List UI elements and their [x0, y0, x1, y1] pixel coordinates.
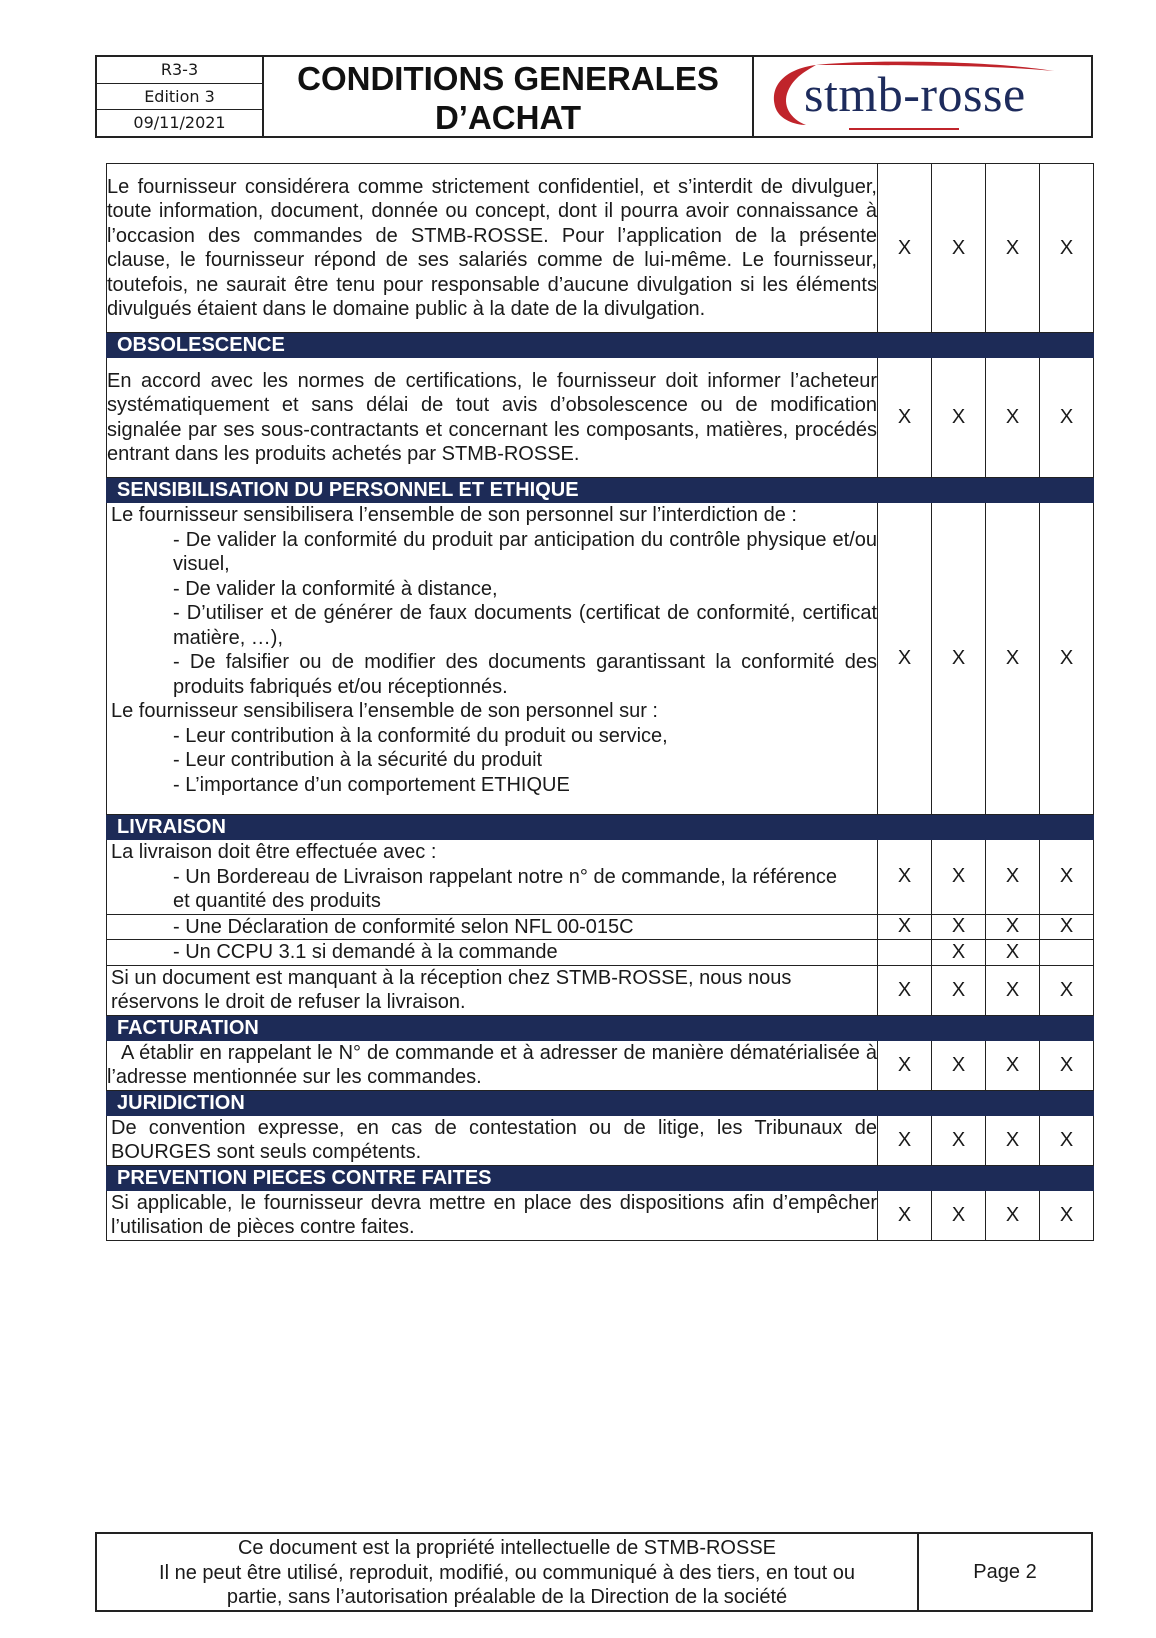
mark-cell: X — [932, 358, 986, 478]
table-row — [107, 1190, 1094, 1240]
mark-cell: X — [986, 965, 1040, 1015]
mark-cell: X — [878, 1190, 932, 1240]
mark-cell: X — [1040, 164, 1094, 333]
document-edition: Edition 3 — [97, 84, 262, 111]
section-header — [107, 333, 1094, 358]
table-row — [107, 914, 1094, 940]
mark-cell: X — [986, 358, 1040, 478]
list-item: - L’importance d’un comportement ETHIQUE — [173, 773, 570, 796]
paragraph: De convention expresse, en cas de contestation ou de litige, les Tribunaux de BOURGES sont seuls compétents. — [111, 1116, 877, 1163]
mark-cell: X — [1040, 914, 1094, 940]
jurisdiction-text — [107, 1115, 878, 1165]
table-row — [107, 1040, 1094, 1090]
section-title-jurisdiction: JURIDICTION — [107, 1090, 1094, 1115]
notice-line-2: Il ne peut être utilisé, reproduit, modifié, ou communiqué à des tiers, en tout ou — [159, 1561, 855, 1584]
paragraph: Si applicable, le fournisseur devra mettre en place des dispositions afin d’empêcher l’utilisation de pièces contre faites. — [111, 1191, 877, 1238]
mark-cell: X — [1040, 965, 1094, 1015]
table-row — [107, 358, 1094, 478]
section-header — [107, 1165, 1094, 1190]
billing-text — [107, 1040, 878, 1090]
paragraph: - Une Déclaration de conformité selon NFL 00-015C — [173, 915, 634, 938]
mark-cell: X — [878, 1115, 932, 1165]
company-logo — [754, 57, 1091, 136]
mark-cell: X — [932, 840, 986, 915]
mark-cell: X — [986, 164, 1040, 333]
section-title-obsolescence: OBSOLESCENCE — [107, 333, 1094, 358]
delivery-item-declaration — [107, 914, 878, 940]
paragraph: A établir en rappelant le N° de commande et à adresser de manière dématérialisée à l’adresse mentionnée sur les commandes. — [107, 1041, 877, 1088]
document-footer — [95, 1532, 1093, 1612]
mark-cell: X — [986, 1040, 1040, 1090]
delivery-missing-text — [107, 965, 878, 1015]
mark-cell: X — [932, 965, 986, 1015]
ethics-text — [107, 503, 878, 815]
mark-cell: X — [932, 1040, 986, 1090]
mark-cell: X — [932, 940, 986, 966]
paragraph: Le fournisseur considérera comme strictement confidentiel, et s’interdit de divulguer, toute information, document, donnée ou concept, dont il pourra avoir connaissance à l’occasion des commandes de STMB-ROSSE. Pour l’application de la présente clause, le fournisseur répond de ses salariés comme de lui-même. Le fournisseur, toutefois, ne saurait être tenu pour responsable d’aucune divulgation si les éléments divulgués étaient dans le domaine public à la date de la divulgation. — [107, 175, 877, 320]
document-ref: R3-3 — [97, 57, 262, 84]
document-date: 09/11/2021 — [133, 113, 226, 133]
section-title-delivery: LIVRAISON — [107, 815, 1094, 840]
mark-cell: X — [986, 840, 1040, 915]
paragraph: - Un CCPU 3.1 si demandé à la commande — [173, 941, 558, 963]
list-item: - De falsifier ou de modifier des documents garantissant la conformité des produits fabriqués et/ou réceptionnés. — [173, 651, 877, 698]
mark-cell: X — [878, 840, 932, 915]
list-item: - Leur contribution à la conformité du produit ou service, — [173, 724, 668, 747]
mark-cell: X — [878, 164, 932, 333]
mark-cell: X — [878, 914, 932, 940]
mark-cell: X — [878, 503, 932, 815]
mark-cell: X — [932, 914, 986, 940]
document-header — [95, 55, 1093, 138]
paragraph: Si un document est manquant à la réception chez STMB-ROSSE, nous nous réservons le droit de refuser la livraison. — [111, 966, 792, 1013]
table-row — [107, 940, 1094, 966]
notice-line-3: partie, sans l’autorisation préalable de la Direction de la société — [226, 1586, 788, 1608]
mark-cell: X — [986, 940, 1040, 966]
mark-cell: X — [1040, 503, 1094, 815]
section-title-billing: FACTURATION — [107, 1015, 1094, 1040]
mark-cell: X — [1040, 358, 1094, 478]
empty-mark-cell — [1040, 940, 1094, 966]
table-row — [107, 840, 1094, 915]
obsolescence-text — [107, 358, 878, 478]
paragraph: En accord avec les normes de certifications, le fournisseur doit informer l’acheteur systématiquement et sans délai de tout avis d’obsolescence ou de modification signalée par ses sous-contractants et concernant les composants, matières, procédés entrant dans les produits achetés par STMB-ROSSE. — [107, 369, 877, 465]
empty-mark-cell — [878, 940, 932, 966]
confidentiality-text — [107, 164, 878, 333]
mark-cell: X — [932, 1115, 986, 1165]
delivery-item-bordereau: - Un Bordereau de Livraison rappelant notre n° de commande, la référence et quantité des produits — [173, 865, 837, 912]
page-number: Page 2 — [973, 1560, 1037, 1583]
mark-cell: X — [986, 1190, 1040, 1240]
counterfeit-text — [107, 1190, 878, 1240]
title-line-1: CONDITIONS GENERALES — [297, 60, 719, 97]
conditions-table — [106, 163, 1094, 1241]
title-line-2: D’ACHAT — [434, 99, 582, 136]
delivery-intro: La livraison doit être effectuée avec : — [111, 841, 437, 863]
document-title — [264, 57, 754, 136]
list-item: - Leur contribution à la sécurité du produit — [173, 749, 543, 771]
mark-cell: X — [1040, 1040, 1094, 1090]
mark-cell: X — [1040, 1115, 1094, 1165]
document-meta — [97, 57, 264, 136]
mark-cell: X — [1040, 840, 1094, 915]
ethics-intro-2: Le fournisseur sensibilisera l’ensemble de son personnel sur : — [111, 700, 658, 722]
section-header — [107, 1015, 1094, 1040]
mark-cell: X — [986, 914, 1040, 940]
table-row — [107, 503, 1094, 815]
list-item: - De valider la conformité du produit par anticipation du contrôle physique et/ou visuel, — [173, 528, 877, 575]
delivery-item-ccpu — [107, 940, 878, 966]
mark-cell: X — [986, 1115, 1040, 1165]
copyright-notice — [97, 1534, 919, 1610]
table-row — [107, 164, 1094, 333]
ethics-intro-1: Le fournisseur sensibilisera l’ensemble de son personnel sur l’interdiction de : — [111, 504, 797, 526]
table-row — [107, 1115, 1094, 1165]
notice-line-1: Ce document est la propriété intellectuelle de STMB-ROSSE — [237, 1537, 777, 1559]
section-header — [107, 815, 1094, 840]
mark-cell: X — [932, 1190, 986, 1240]
mark-cell: X — [878, 965, 932, 1015]
list-item: - D’utiliser et de générer de faux documents (certificat de conformité, certificat matière, …), — [173, 602, 877, 649]
mark-cell: X — [986, 503, 1040, 815]
mark-cell: X — [878, 1040, 932, 1090]
mark-cell: X — [932, 503, 986, 815]
section-header — [107, 478, 1094, 503]
section-title-counterfeit: PREVENTION PIECES CONTRE FAITES — [107, 1165, 1094, 1190]
mark-cell: X — [932, 164, 986, 333]
section-title-ethics: SENSIBILISATION DU PERSONNEL ET ETHIQUE — [107, 478, 1094, 503]
list-item: - De valider la conformité à distance, — [173, 577, 498, 600]
table-row — [107, 965, 1094, 1015]
mark-cell: X — [1040, 1190, 1094, 1240]
logo-text: stmb-rosse — [804, 66, 1026, 122]
delivery-text — [107, 840, 878, 915]
mark-cell: X — [878, 358, 932, 478]
section-header — [107, 1090, 1094, 1115]
